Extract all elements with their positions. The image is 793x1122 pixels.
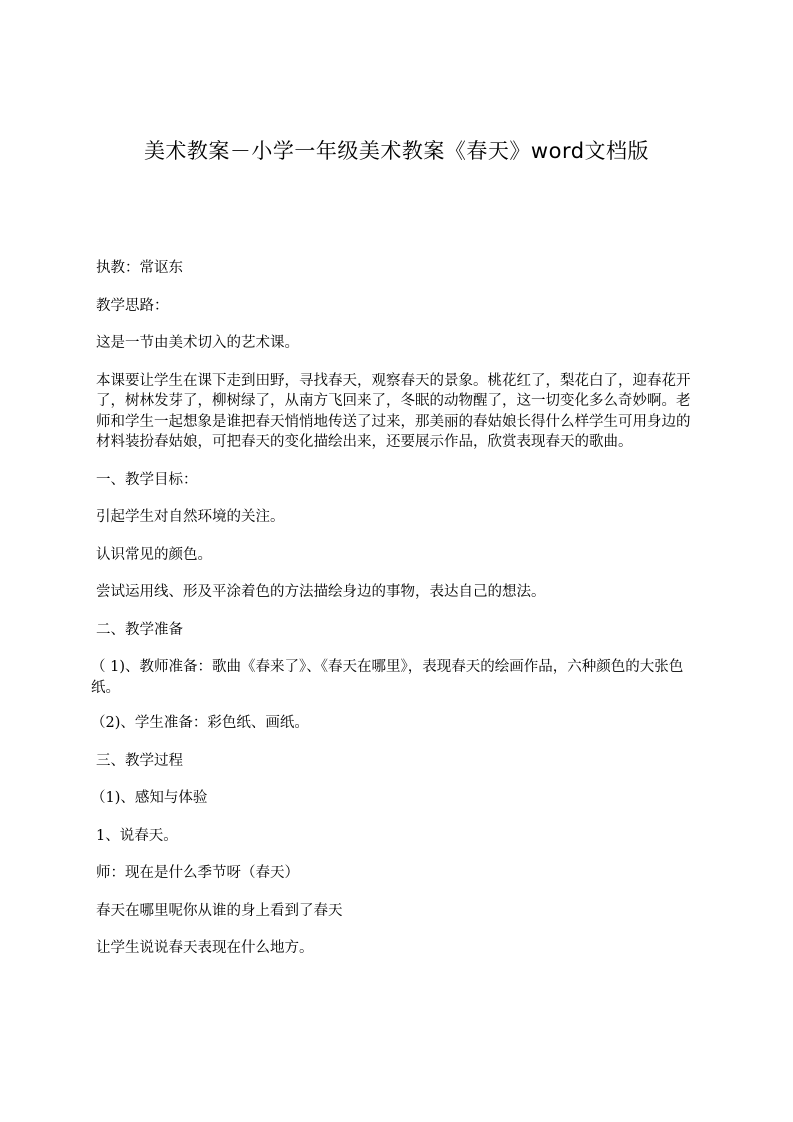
paragraph-where-spring: 春天在哪里呢你从谁的身上看到了春天: [96, 902, 343, 919]
paragraph-objective-1: 引起学生对自然环境的关注。: [96, 509, 285, 525]
paragraph-teacher-question: 师：现在是什么季节呀（春天）: [96, 865, 299, 881]
paragraph-teaching-idea-heading: 教学思路：: [96, 297, 169, 314]
heading-objectives: 一、教学目标：: [96, 471, 198, 488]
paragraph-perception: （1)、感知与体验: [91, 790, 208, 806]
document-title: 美术教案－小学一年级美术教案《春天》word文档版: [143, 139, 650, 163]
paragraph-teacher: 执教：常讴东: [96, 260, 183, 276]
paragraph-objective-3: 尝试运用线、形及平涂着色的方法描绘身边的事物，表达自己的想法。: [96, 584, 546, 600]
document-body: [91, 258, 699, 959]
paragraph-intro: 这是一节由美术切入的艺术课。: [96, 335, 299, 351]
paragraph-description: 本课要让学生在课下走到田野，寻找春天，观察春天的景象。桃花红了，梨花白了，迎春花开了，树林发芽了，柳树绿了，从南方飞回来了，冬眠的动物醒了，这一切变化多么奇妙啊。老师和学生一起想象是谁把春天悄悄地传送了过来，那美丽的春姑娘长得什么样学生可用身边的材料装扮春姑娘，可把春天的变化描绘出来，还要展示作品，欣赏表现春天的歌曲。: [96, 372, 691, 450]
paragraph-student-prep: （2)、学生准备：彩色纸、画纸。: [91, 715, 309, 731]
paragraph-talk-spring: 1、说春天。: [96, 827, 178, 844]
heading-preparation: 二、教学准备: [96, 621, 183, 638]
paragraph-objective-2: 认识常见的颜色。: [96, 546, 212, 563]
paragraph-teacher-prep: （ 1)、教师准备：歌曲《春来了》、《春天在哪里》，表现春天的绘画作品，六种颜色的大张色纸。: [91, 659, 684, 696]
heading-process: 三、教学过程: [96, 752, 183, 769]
paragraph-student-talk: 让学生说说春天表现在什么地方。: [96, 940, 314, 956]
